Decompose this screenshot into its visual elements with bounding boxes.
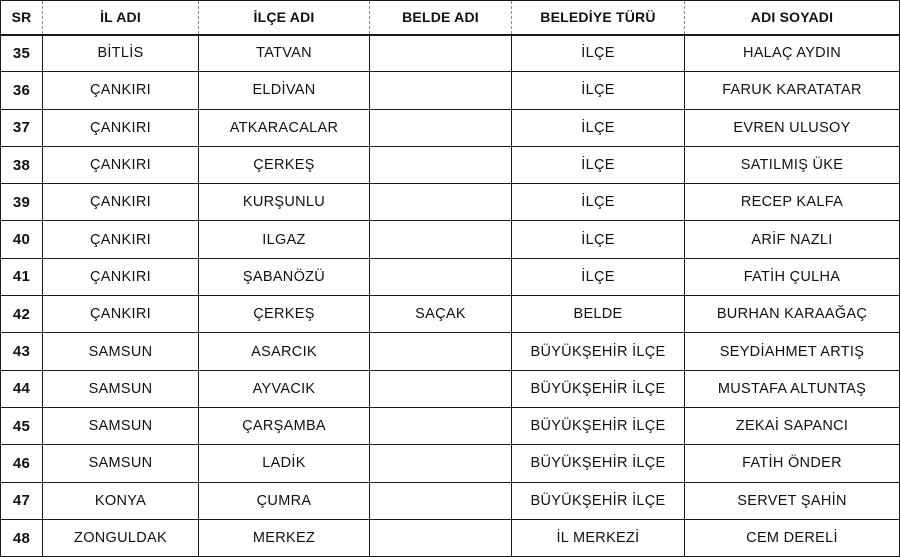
table-row: [1, 519, 900, 556]
cell-sr: 39: [1, 184, 43, 221]
cell-adi-soyadi: FATİH ÖNDER: [685, 445, 900, 482]
cell-ilce-adi: LADİK: [199, 445, 370, 482]
header-belde-adi: BELDE ADI: [370, 1, 512, 35]
cell-belediye-turu: İLÇE: [512, 258, 685, 295]
cell-sr: 48: [1, 519, 43, 556]
cell-belde-adi: [370, 407, 512, 444]
cell-ilce-adi: ÇUMRA: [199, 482, 370, 519]
cell-belde-adi: [370, 35, 512, 72]
table-header: [1, 1, 900, 35]
header-ilce-adi: İLÇE ADI: [199, 1, 370, 35]
cell-il-adi: ÇANKIRI: [43, 109, 199, 146]
cell-il-adi: ÇANKIRI: [43, 146, 199, 183]
cell-sr: 45: [1, 407, 43, 444]
cell-adi-soyadi: BURHAN KARAAĞAÇ: [685, 296, 900, 333]
cell-ilce-adi: MERKEZ: [199, 519, 370, 556]
cell-adi-soyadi: FATİH ÇULHA: [685, 258, 900, 295]
cell-adi-soyadi: SERVET ŞAHİN: [685, 482, 900, 519]
cell-adi-soyadi: ZEKAİ SAPANCI: [685, 407, 900, 444]
table-row: [1, 407, 900, 444]
cell-belediye-turu: İLÇE: [512, 221, 685, 258]
cell-belde-adi: [370, 146, 512, 183]
cell-il-adi: KONYA: [43, 482, 199, 519]
cell-il-adi: BİTLİS: [43, 35, 199, 72]
cell-belde-adi: [370, 109, 512, 146]
header-sr: SR: [1, 1, 43, 35]
table-row: [1, 184, 900, 221]
table-row: [1, 35, 900, 72]
header-belediye-turu: BELEDİYE TÜRÜ: [512, 1, 685, 35]
table-row: [1, 333, 900, 370]
cell-ilce-adi: ATKARACALAR: [199, 109, 370, 146]
table-row: [1, 482, 900, 519]
cell-sr: 35: [1, 35, 43, 72]
cell-il-adi: ÇANKIRI: [43, 296, 199, 333]
cell-belde-adi: [370, 184, 512, 221]
cell-adi-soyadi: CEM DERELİ: [685, 519, 900, 556]
cell-il-adi: ZONGULDAK: [43, 519, 199, 556]
table-row: [1, 258, 900, 295]
cell-sr: 37: [1, 109, 43, 146]
cell-ilce-adi: KURŞUNLU: [199, 184, 370, 221]
cell-ilce-adi: ÇERKEŞ: [199, 296, 370, 333]
cell-il-adi: ÇANKIRI: [43, 72, 199, 109]
cell-sr: 46: [1, 445, 43, 482]
cell-ilce-adi: ELDİVAN: [199, 72, 370, 109]
cell-belediye-turu: İLÇE: [512, 72, 685, 109]
table-row: [1, 221, 900, 258]
cell-belde-adi: [370, 72, 512, 109]
cell-adi-soyadi: RECEP KALFA: [685, 184, 900, 221]
cell-il-adi: SAMSUN: [43, 445, 199, 482]
cell-il-adi: SAMSUN: [43, 370, 199, 407]
cell-belediye-turu: BÜYÜKŞEHİR İLÇE: [512, 407, 685, 444]
cell-ilce-adi: AYVACIK: [199, 370, 370, 407]
table-body: [1, 35, 900, 557]
cell-belediye-turu: İLÇE: [512, 35, 685, 72]
cell-il-adi: ÇANKIRI: [43, 221, 199, 258]
cell-belediye-turu: BÜYÜKŞEHİR İLÇE: [512, 482, 685, 519]
header-row: [1, 1, 900, 35]
cell-belde-adi: [370, 221, 512, 258]
cell-belediye-turu: İL MERKEZİ: [512, 519, 685, 556]
cell-belde-adi: [370, 445, 512, 482]
table-row: [1, 296, 900, 333]
cell-sr: 47: [1, 482, 43, 519]
table-row: [1, 445, 900, 482]
header-il-adi: İL ADI: [43, 1, 199, 35]
cell-adi-soyadi: SEYDİAHMET ARTIŞ: [685, 333, 900, 370]
cell-belde-adi: [370, 258, 512, 295]
cell-ilce-adi: TATVAN: [199, 35, 370, 72]
cell-belediye-turu: BÜYÜKŞEHİR İLÇE: [512, 370, 685, 407]
table-row: [1, 370, 900, 407]
cell-belde-adi: [370, 333, 512, 370]
cell-adi-soyadi: MUSTAFA ALTUNTAŞ: [685, 370, 900, 407]
cell-sr: 40: [1, 221, 43, 258]
cell-sr: 41: [1, 258, 43, 295]
cell-belde-adi: [370, 519, 512, 556]
cell-il-adi: ÇANKIRI: [43, 184, 199, 221]
cell-ilce-adi: ÇERKEŞ: [199, 146, 370, 183]
cell-belediye-turu: İLÇE: [512, 184, 685, 221]
cell-adi-soyadi: SATILMIŞ ÜKE: [685, 146, 900, 183]
cell-belde-adi: SAÇAK: [370, 296, 512, 333]
cell-sr: 36: [1, 72, 43, 109]
cell-sr: 44: [1, 370, 43, 407]
table-row: [1, 146, 900, 183]
cell-belediye-turu: BÜYÜKŞEHİR İLÇE: [512, 445, 685, 482]
cell-il-adi: SAMSUN: [43, 333, 199, 370]
cell-adi-soyadi: EVREN ULUSOY: [685, 109, 900, 146]
cell-ilce-adi: ÇARŞAMBA: [199, 407, 370, 444]
cell-adi-soyadi: FARUK KARATATAR: [685, 72, 900, 109]
cell-ilce-adi: ŞABANÖZÜ: [199, 258, 370, 295]
cell-belediye-turu: İLÇE: [512, 146, 685, 183]
cell-ilce-adi: ILGAZ: [199, 221, 370, 258]
cell-belediye-turu: İLÇE: [512, 109, 685, 146]
table-row: [1, 72, 900, 109]
cell-sr: 38: [1, 146, 43, 183]
cell-il-adi: SAMSUN: [43, 407, 199, 444]
cell-sr: 43: [1, 333, 43, 370]
cell-ilce-adi: ASARCIK: [199, 333, 370, 370]
cell-adi-soyadi: ARİF NAZLI: [685, 221, 900, 258]
table-row: [1, 109, 900, 146]
cell-adi-soyadi: HALAÇ AYDIN: [685, 35, 900, 72]
cell-belde-adi: [370, 482, 512, 519]
cell-belediye-turu: BÜYÜKŞEHİR İLÇE: [512, 333, 685, 370]
header-adi-soyadi: ADI SOYADI: [685, 1, 900, 35]
cell-belde-adi: [370, 370, 512, 407]
cell-il-adi: ÇANKIRI: [43, 258, 199, 295]
cell-sr: 42: [1, 296, 43, 333]
cell-belediye-turu: BELDE: [512, 296, 685, 333]
